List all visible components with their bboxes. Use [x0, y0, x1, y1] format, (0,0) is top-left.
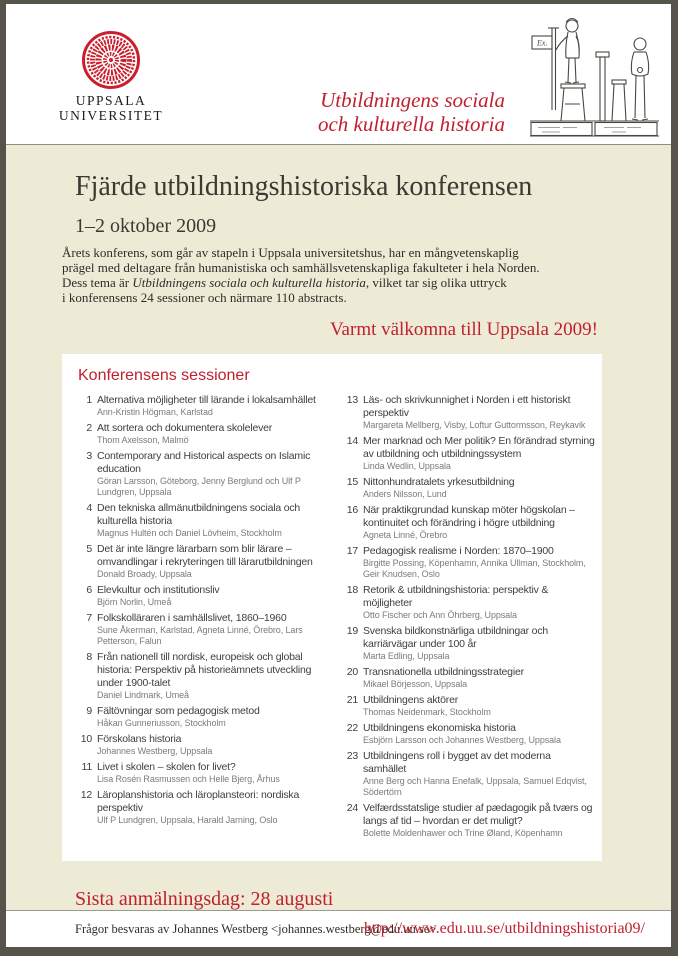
session-number: 14 [346, 435, 358, 447]
session-authors: Otto Fischer och Ann Öhrberg, Uppsala [363, 610, 517, 620]
session-item [78, 789, 330, 826]
session-item [344, 584, 596, 621]
session-title: Den tekniska allmänutbildningens sociala och kulturella historia [97, 502, 301, 527]
session-title: Från nationell till nordisk, europeisk och global historia: Perspektiv på historieämnets utveckling under 1900-talet [97, 651, 312, 689]
session-number: 10 [80, 733, 92, 745]
session-authors: Björn Norlin, Umeå [97, 597, 172, 607]
session-number: 20 [346, 666, 358, 678]
session-number: 2 [86, 422, 92, 434]
session-number: 3 [86, 450, 92, 462]
session-authors: Mikael Börjesson, Uppsala [363, 679, 468, 689]
session-item [344, 750, 596, 798]
session-number: 13 [346, 394, 358, 406]
session-number: 7 [86, 612, 92, 624]
session-authors: Lisa Rosén Rasmussen och Helle Bjerg, Århus [97, 774, 280, 784]
session-item [344, 625, 596, 662]
session-authors: Thomas Neidenmark, Stockholm [363, 707, 491, 717]
session-authors: Göran Larsson, Göteborg, Jenny Berglund och Ulf P Lundgren, Uppsala [97, 476, 301, 497]
session-authors: Sune Åkerman, Karlstad, Agneta Linné, Örebro, Lars Petterson, Falun [97, 625, 303, 646]
session-number: 1 [86, 394, 92, 406]
session-item [344, 545, 596, 580]
session-title: Folkskolläraren i samhällslivet, 1860–1960 [97, 612, 287, 624]
session-title: Contemporary and Historical aspects on Islamic education [97, 450, 311, 475]
theme-line2: och kulturella historia [317, 112, 505, 136]
sessions-columns [78, 394, 596, 843]
welcome-line: Varmt välkomna till Uppsala 2009! [329, 319, 598, 340]
sessions-column-right [344, 394, 596, 843]
session-number: 15 [346, 476, 358, 488]
session-authors: Bolette Moldenhawer och Trine Øland, Köpenhamn [363, 828, 563, 838]
session-title: Det är inte längre lärarbarn som blir lärare – omvandlingar i rekryteringen till lärarutbildningen [97, 543, 313, 568]
session-number: 19 [346, 625, 358, 637]
session-number: 18 [346, 584, 358, 596]
contact-line: Frågor besvaras av Johannes Westberg <johannes.westberg@edu.uu.se> [75, 922, 437, 936]
session-title: Transnationella utbildningsstrategier [363, 666, 524, 678]
session-number: 12 [80, 789, 92, 801]
session-title: Svenska bildkonstnärliga utbildningar och karriärvägar under 100 år [363, 625, 549, 650]
session-authors: Anne Berg och Hanna Enefalk, Uppsala, Samuel Edqvist, Södertörn [363, 776, 587, 797]
session-number: 21 [346, 694, 358, 706]
session-authors: Esbjörn Larsson och Johannes Westberg, Uppsala [363, 735, 561, 745]
session-item [78, 543, 330, 580]
session-item [344, 435, 596, 472]
session-authors: Donald Broady, Uppsala [97, 569, 192, 579]
intro-line3-post: , vilket tar sig olika uttryck [365, 275, 507, 290]
deadline-line: Sista anmälningsdag: 28 augusti [75, 888, 334, 910]
session-title: Fältövningar som pedagogisk metod [97, 705, 260, 717]
session-number: 11 [81, 761, 92, 773]
session-title: Retorik & utbildningshistoria: perspektiv & möjligheter [363, 584, 549, 609]
session-item [78, 761, 330, 785]
session-number: 4 [86, 502, 92, 514]
uppsala-seal-icon [81, 30, 141, 90]
session-authors: Ulf P Lundgren, Uppsala, Harald Jarning, Oslo [97, 815, 278, 825]
session-authors: Anders Nilsson, Lund [363, 489, 447, 499]
session-authors: Margareta Mellberg, Visby, Loftur Guttormsson, Reykavik [363, 420, 586, 430]
session-item [78, 733, 330, 757]
session-item [78, 394, 330, 418]
intro-line2: prägel med deltagare från humanistiska och samhällsvetenskapliga fakulteter i hela Norden. [62, 260, 540, 275]
session-title: Livet i skolen – skolen for livet? [97, 761, 236, 773]
session-number: 22 [346, 722, 358, 734]
logo-line2: UNIVERSITET [58, 108, 164, 123]
session-title: Läroplanshistoria och läroplansteori: nordiska perspektiv [97, 789, 300, 814]
session-title: Utbildningens aktörer [363, 694, 459, 706]
session-title: Velfærdsstatslige studier af pædagogik på tværs og langs af tid – hvordan er det muligt? [363, 802, 593, 827]
session-title: Att sortera och dokumentera skolelever [97, 422, 273, 434]
session-title: Utbildningens roll i bygget av det moderna samhället [363, 750, 551, 775]
page-title: Fjärde utbildningshistoriska konferensen [75, 171, 533, 202]
punishment-illustration [528, 14, 662, 143]
session-item [344, 722, 596, 746]
session-title: Pedagogisk realisme i Norden: 1870–1900 [363, 545, 554, 557]
logo-line1: UPPSALA [75, 93, 147, 108]
uppsala-logo [46, 30, 176, 123]
session-item [344, 694, 596, 718]
session-authors: Agneta Linné, Örebro [363, 530, 448, 540]
sessions-heading: Konferensens sessioner [78, 367, 250, 384]
intro-line3-pre: Dess tema är [62, 275, 133, 290]
session-title: Förskolans historia [97, 733, 182, 745]
session-number: 8 [86, 651, 92, 663]
session-number: 9 [86, 705, 92, 717]
header [6, 4, 671, 144]
session-number: 23 [346, 750, 358, 762]
conference-theme [318, 88, 505, 136]
session-title: När praktikgrundad kunskap möter högskolan – kontinuitet och förändring i högre utbildning [363, 504, 575, 529]
session-number: 17 [346, 545, 358, 557]
session-number: 16 [346, 504, 358, 516]
session-item [78, 651, 330, 701]
session-authors: Johannes Westberg, Uppsala [97, 746, 213, 756]
session-title: Läs- och skrivkunnighet i Norden i ett historiskt perspektiv [363, 394, 571, 419]
intro-line4: i konferensens 24 sessioner och närmare 110 abstracts. [62, 290, 347, 305]
sessions-box [62, 354, 602, 861]
session-item [344, 476, 596, 500]
intro-line1: Årets konferens, som går av stapeln i Uppsala universitetshus, har en mångvetenskaplig [62, 245, 519, 260]
session-item [344, 802, 596, 839]
session-authors: Ann-Kristin Högman, Karlstad [97, 407, 213, 417]
session-item [344, 666, 596, 690]
session-title: Mer marknad och Mer politik? En förändrad styrning av utbildning och utbildningssystem [363, 435, 595, 460]
session-item [78, 584, 330, 608]
session-item [78, 422, 330, 446]
session-authors: Håkan Gunneriusson, Stockholm [97, 718, 226, 728]
conference-date: 1–2 oktober 2009 [75, 215, 217, 237]
placard-label: Ex. [537, 38, 548, 48]
session-authors: Magnus Hultén och Daniel Lövheim, Stockholm [97, 528, 282, 538]
session-item [344, 504, 596, 541]
session-number: 24 [346, 802, 358, 814]
session-title: Alternativa möjligheter till lärande i lokalsamhället [97, 394, 316, 406]
session-number: 5 [86, 543, 92, 555]
theme-line1: Utbildningens sociala [320, 88, 505, 112]
sessions-column-left [78, 394, 330, 843]
session-number: 6 [86, 584, 92, 596]
session-item [78, 705, 330, 729]
session-item [78, 450, 330, 498]
session-title: Elevkultur och institutionsliv [97, 584, 220, 596]
session-item [344, 394, 596, 431]
session-authors: Marta Edling, Uppsala [363, 651, 450, 661]
session-item [78, 502, 330, 539]
intro-paragraph [62, 245, 602, 305]
session-authors: Birgitte Possing, Köpenhamn, Annika Ullman, Stockholm, Geir Knudsen, Oslo [363, 558, 586, 579]
session-item [78, 612, 330, 647]
intro-theme-italic: Utbildningens sociala och kulturella historia [132, 275, 366, 290]
session-authors: Daniel Lindmark, Umeå [97, 690, 189, 700]
session-authors: Linda Wedlin, Uppsala [363, 461, 451, 471]
conference-url-link[interactable]: http://www.edu.uu.se/utbildningshistoria09/ [363, 920, 645, 937]
session-title: Utbildningens ekonomiska historia [363, 722, 516, 734]
session-authors: Thom Axelsson, Malmö [97, 435, 189, 445]
session-title: Nittonhundratalets yrkesutbildning [363, 476, 515, 488]
